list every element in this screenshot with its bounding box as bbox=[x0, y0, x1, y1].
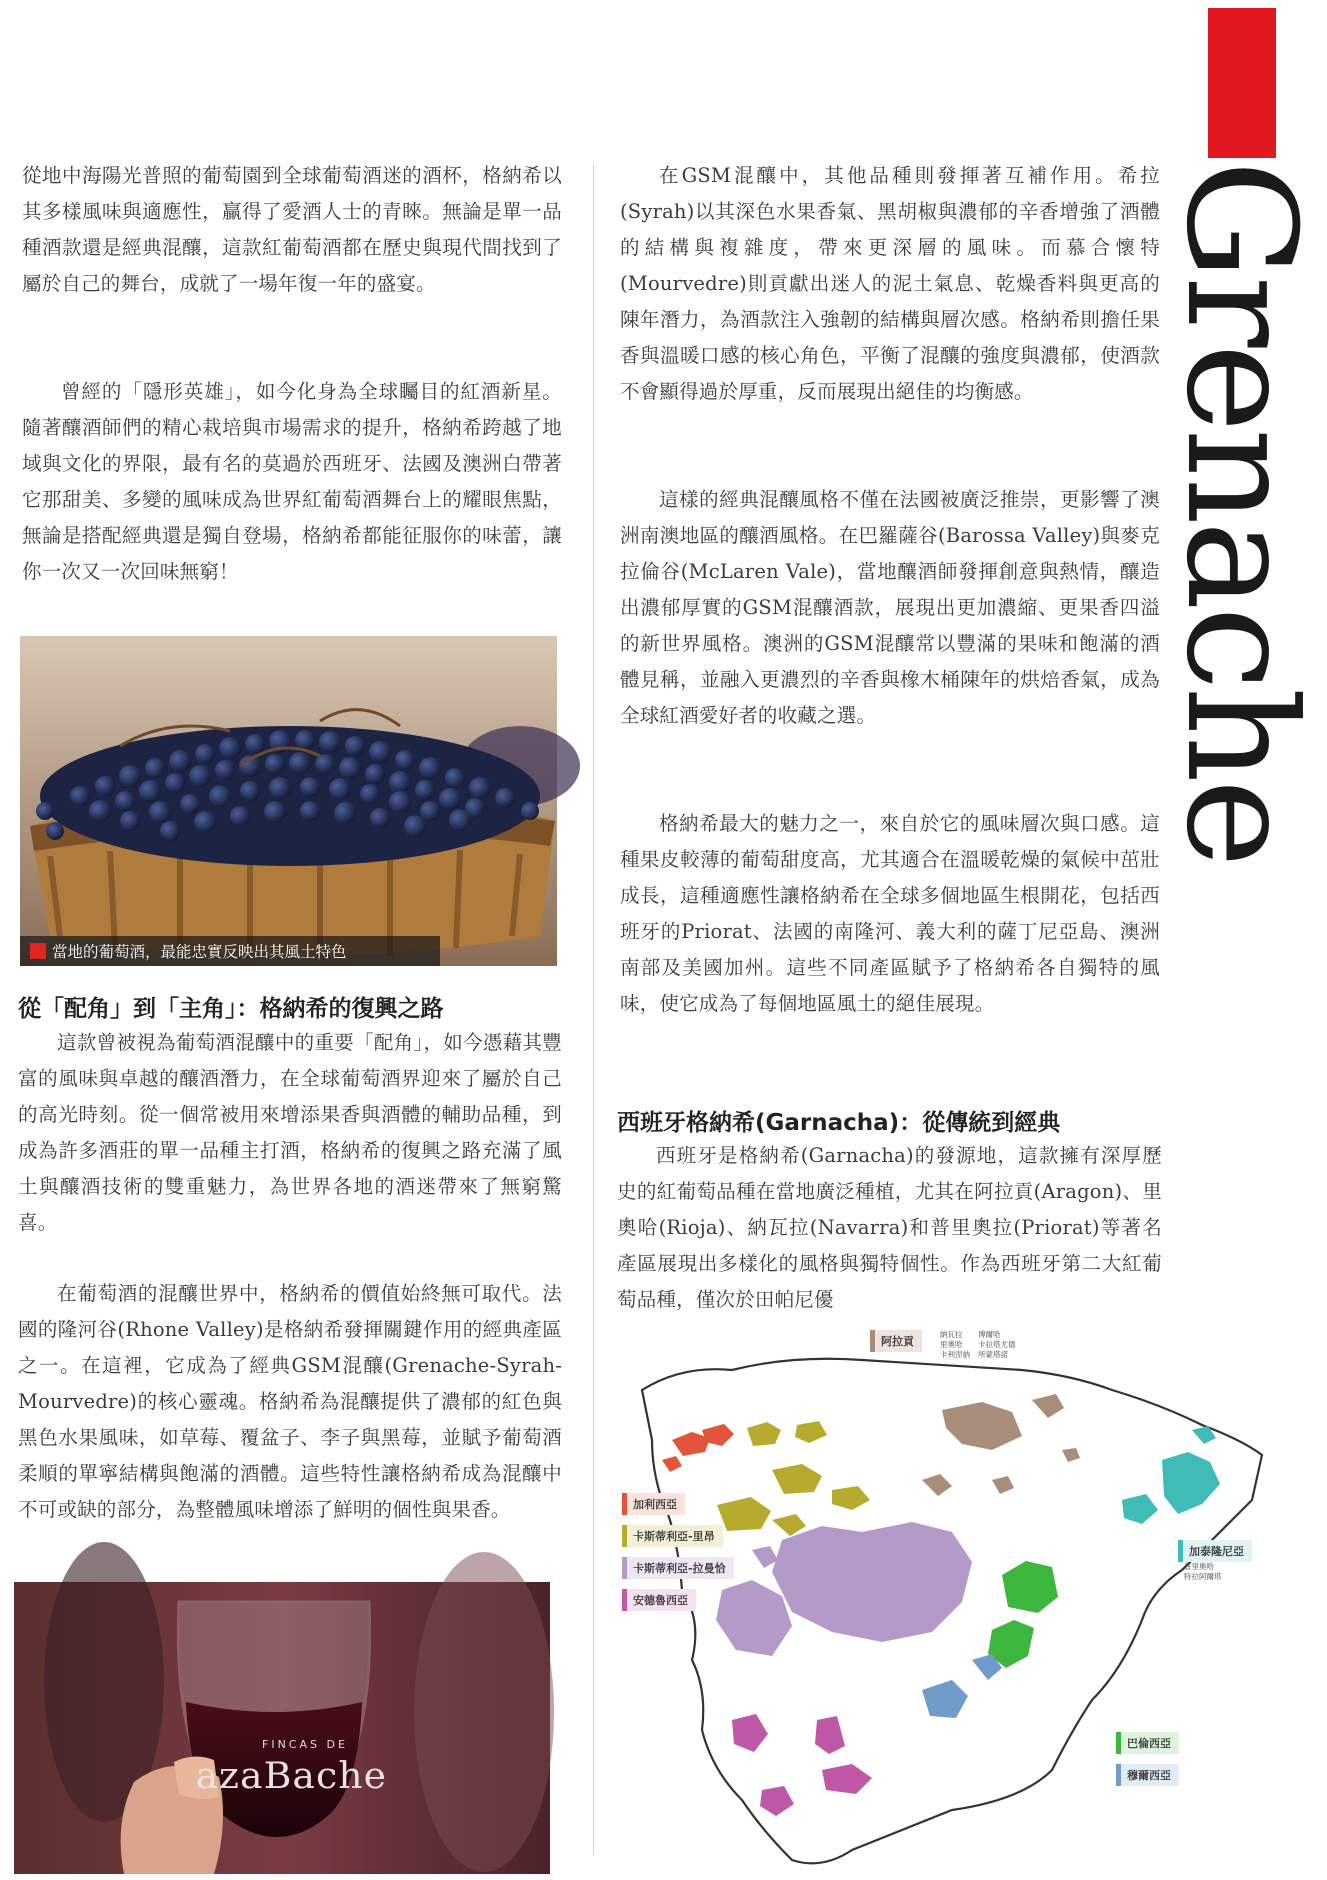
legend-castilla-leon: 卡斯蒂利亞-里昂 bbox=[622, 1525, 723, 1547]
catalonia-note-1: 普里奧哈 bbox=[1184, 1562, 1214, 1571]
left-paragraph-2: 曾經的「隱形英雄」，如今化身為全球矚目的紅酒新星。隨著釀酒師們的精心栽培與市場需求的提升，格納希跨越了地域與文化的界限，最有名的莫過於西班牙、法國及澳洲白帶著它那甜美、多變的風味成為世界紅葡萄酒舞台上的耀眼焦點，無論是搭配經典還是獨自登場，格納希都能征服你的味蕾，讓你一次又一次回味無窮！ bbox=[22, 380, 562, 583]
aragon-note-3: 卡利涅納 bbox=[940, 1350, 970, 1359]
right-paragraph-4: 西班牙是格納希(Garnacha)的發源地，這款擁有深厚歷史的紅葡萄品種在當地廣泛種植，尤其在阿拉貢(Aragon)、里奧哈(Rioja)、納瓦拉(Navarra)和普里奧拉(Priorat)等著名產區展現出多樣化的風格與獨特個性。作為西班牙第二大紅葡萄品種，僅次於田帕尼優 bbox=[617, 1144, 1162, 1311]
left-paragraph-3: 這款曾被視為葡萄酒混釀中的重要「配角」，如今憑藉其豐富的風味與卓越的釀酒潛力，在全球葡萄酒界迎來了屬於自己的高光時刻。從一個常被用來增添果香與酒體的輔助品種，到成為許多酒莊的單一品種主打酒，格納希的復興之路充滿了風土與釀酒技術的雙重魅力，為世界各地的酒迷帶來了無窮驚喜。 bbox=[18, 1031, 562, 1234]
legend-andalusia: 安德魯西亞 bbox=[622, 1589, 696, 1611]
legend-catalonia: 加泰隆尼亞 bbox=[1178, 1540, 1252, 1562]
red-accent-bar bbox=[1208, 8, 1276, 158]
grapes-photo bbox=[20, 636, 557, 966]
legend-galicia: 加利西亞 bbox=[622, 1493, 685, 1515]
catalonia-note-2: 特拉阿爾塔 bbox=[1184, 1572, 1222, 1581]
wine-brand-logo-text: azaBache bbox=[195, 1756, 388, 1797]
legend-castilla-la-mancha: 卡斯蒂利亞-拉曼恰 bbox=[622, 1557, 734, 1579]
wine-brand-subtitle: FINCAS DE bbox=[262, 1738, 348, 1751]
grapes-basket-illustration bbox=[20, 636, 557, 966]
photo-caption: 當地的葡萄酒，最能忠實反映出其風土特色 bbox=[52, 943, 347, 961]
aragon-note-1: 納瓦拉 bbox=[940, 1330, 963, 1339]
right-section-heading: 西班牙格納希(Garnacha)：從傳統到經典 bbox=[617, 1110, 1061, 1136]
spain-map-shape bbox=[622, 1330, 1282, 1880]
aragon-note-5: 卡拉塔尤德 bbox=[978, 1340, 1016, 1349]
legend-murcia: 穆爾西亞 bbox=[1116, 1764, 1179, 1786]
column-divider bbox=[593, 165, 594, 1855]
left-paragraph-4: 在葡萄酒的混釀世界中，格納希的價值始終無可取代。法國的隆河谷(Rhone Valley)是格納希發揮關鍵作用的經典產區之一。在這裡，它成為了經典GSM混釀(Grenache-Syrah-Mourvedre)的核心靈魂。格納希為混釀提供了濃郁的紅色與黑色水果風味，如草莓、覆盆子、李子與黑莓，並賦予葡萄酒柔順的單寧結構與飽滿的酒體。這些特性讓格納希成為混釀中不可或缺的部分，為整體風味增添了鮮明的個性與果香。 bbox=[18, 1282, 562, 1521]
legend-valencia: 巴倫西亞 bbox=[1116, 1732, 1179, 1754]
right-paragraph-3: 格納希最大的魅力之一，來自於它的風味層次與口感。這種果皮較薄的葡萄甜度高，尤其適合在溫暖乾燥的氣候中茁壯成長，這種適應性讓格納希在全球多個地區生根開花，包括西班牙的Priorat、法國的南隆河、義大利的薩丁尼亞島、澳洲南部及美國加州。這些不同產區賦予了格納希各自獨特的風味，使它成為了每個地區風土的絕佳展現。 bbox=[620, 812, 1160, 1015]
aragon-note-4: 博爾哈 bbox=[978, 1330, 1001, 1339]
spain-garnacha-map bbox=[622, 1330, 1282, 1880]
vertical-title: Grenache bbox=[1153, 160, 1327, 864]
vertical-title-frame bbox=[1153, 160, 1327, 900]
aragon-note-6: 所蒙塔諾 bbox=[978, 1350, 1008, 1359]
left-section-heading: 從「配角」到「主角」：格納希的復興之路 bbox=[18, 996, 444, 1022]
legend-aragon: 阿拉貢 bbox=[870, 1330, 922, 1352]
caption-red-marker bbox=[30, 943, 46, 959]
wine-glass-illustration bbox=[14, 1582, 550, 1874]
wine-glass-photo bbox=[14, 1582, 550, 1874]
left-paragraph-1: 從地中海陽光普照的葡萄園到全球葡萄酒迷的酒杯，格納希以其多樣風味與適應性，贏得了愛酒人士的青睞。無論是單一品種酒款還是經典混釀，這款紅葡萄酒都在歷史與現代間找到了屬於自己的舞台，成就了一場年復一年的盛宴。 bbox=[22, 164, 562, 295]
right-paragraph-2: 這樣的經典混釀風格不僅在法國被廣泛推崇，更影響了澳洲南澳地區的釀酒風格。在巴羅薩谷(Barossa Valley)與麥克拉倫谷(McLaren Vale)，當地釀酒師發揮創意與熱情，釀造出濃郁厚實的GSM混釀酒款，展現出更加濃縮、更果香四溢的新世界風格。澳洲的GSM混釀常以豐滿的果味和飽滿的酒體見稱，並融入更濃烈的辛香與橡木桶陳年的烘焙香氣，成為全球紅酒愛好者的收藏之選。 bbox=[620, 488, 1160, 727]
right-paragraph-1: 在GSM混釀中，其他品種則發揮著互補作用。希拉(Syrah)以其深色水果香氣、黑胡椒與濃郁的辛香增強了酒體的結構與複雜度，帶來更深層的風味。而慕合懷特(Mourvedre)則貢獻出迷人的泥土氣息、乾燥香料與更高的陳年潛力，為酒款注入強韌的結構與層次感。格納希則擔任果香與溫暖口感的核心角色，平衡了混釀的強度與濃郁，使酒款不會顯得過於厚重，反而展現出絕佳的均衡感。 bbox=[620, 164, 1160, 403]
aragon-note-2: 里奧哈 bbox=[940, 1340, 963, 1349]
